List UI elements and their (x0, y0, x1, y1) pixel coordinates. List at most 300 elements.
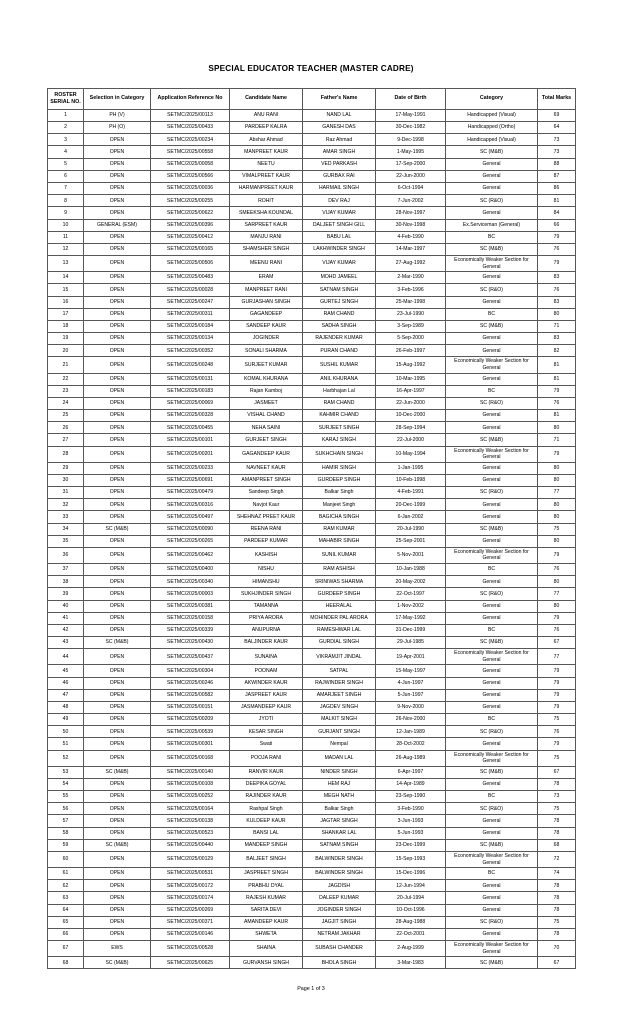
table-row (48, 219, 576, 231)
cell-date-of-birth: 17-May-1992 (376, 612, 446, 624)
cell-total-marks: 80 (538, 576, 576, 588)
cell-roster-serial-no: 4 (48, 146, 84, 158)
cell-roster-serial-no: 59 (48, 839, 84, 851)
table-row (48, 134, 576, 146)
cell-fathers-name: BALWINDER SINGH (303, 868, 376, 880)
cell-candidate-name: GAGANDEEP (230, 308, 303, 320)
cell-date-of-birth: 25-Sep-2001 (376, 535, 446, 547)
cell-candidate-name: AMANDEEP KAUR (230, 916, 303, 928)
cell-candidate-name: Rajan Kamboj (230, 385, 303, 397)
cell-roster-serial-no: 48 (48, 701, 84, 713)
cell-category: BC (446, 714, 538, 726)
cell-roster-serial-no: 57 (48, 815, 84, 827)
cell-date-of-birth: 23-Dec-1999 (376, 839, 446, 851)
cell-total-marks: 75 (538, 916, 576, 928)
cell-application-reference-no: SETMC/2025/00158 (151, 612, 230, 624)
cell-application-reference-no: SETMC/2025/00255 (151, 195, 230, 207)
table-row (48, 535, 576, 547)
cell-total-marks: 76 (538, 624, 576, 636)
cell-fathers-name: SUKHCHAIN SINGH (303, 446, 376, 462)
cell-fathers-name: MAHABIR SINGH (303, 535, 376, 547)
page-title: SPECIAL EDUCATOR TEACHER (MASTER CADRE) (208, 64, 414, 73)
cell-application-reference-no: SETMC/2025/00131 (151, 373, 230, 385)
cell-selection-in-category: OPEN (84, 868, 151, 880)
cell-roster-serial-no: 38 (48, 576, 84, 588)
cell-application-reference-no: SETMC/2025/00058 (151, 158, 230, 170)
cell-selection-in-category: OPEN (84, 308, 151, 320)
cell-application-reference-no: SETMC/2025/00146 (151, 928, 230, 940)
cell-total-marks: 80 (538, 308, 576, 320)
cell-fathers-name: GURDEEP SINGH (303, 588, 376, 600)
cell-date-of-birth: 28-Aug-1988 (376, 916, 446, 928)
table-row (48, 880, 576, 892)
cell-candidate-name: SURJEET KUMAR (230, 357, 303, 373)
table-row (48, 564, 576, 576)
cell-fathers-name: Balkar Singh (303, 803, 376, 815)
cell-category: General (446, 373, 538, 385)
cell-roster-serial-no: 20 (48, 345, 84, 357)
cell-fathers-name: RAJWINDER SINGH (303, 677, 376, 689)
cell-selection-in-category: OPEN (84, 422, 151, 434)
table-row (48, 284, 576, 296)
cell-date-of-birth: 29-Jul-1985 (376, 637, 446, 649)
cell-category: General (446, 474, 538, 486)
cell-application-reference-no: SETMC/2025/00209 (151, 714, 230, 726)
cell-roster-serial-no: 65 (48, 916, 84, 928)
cell-fathers-name: RAM ASHISH (303, 564, 376, 576)
cell-selection-in-category: OPEN (84, 852, 151, 868)
cell-application-reference-no: SETMC/2025/00412 (151, 231, 230, 243)
cell-roster-serial-no: 1 (48, 109, 84, 121)
cell-application-reference-no: SETMC/2025/00140 (151, 766, 230, 778)
cell-category: General (446, 778, 538, 790)
table-row (48, 231, 576, 243)
cell-roster-serial-no: 46 (48, 677, 84, 689)
cell-roster-serial-no: 52 (48, 750, 84, 766)
cell-candidate-name: BALJEET SINGH (230, 852, 303, 868)
table-row (48, 422, 576, 434)
table-row (48, 576, 576, 588)
table-row (48, 892, 576, 904)
cell-date-of-birth: 2-Aug-1999 (376, 941, 446, 957)
cell-total-marks: 64 (538, 122, 576, 134)
cell-roster-serial-no: 54 (48, 778, 84, 790)
cell-date-of-birth: 25-Mar-1998 (376, 296, 446, 308)
table-row (48, 333, 576, 345)
cell-total-marks: 81 (538, 195, 576, 207)
cell-selection-in-category: PH (O) (84, 122, 151, 134)
cell-application-reference-no: SETMC/2025/00165 (151, 243, 230, 255)
cell-fathers-name: JAGTAR SINGH (303, 815, 376, 827)
cell-date-of-birth: 2-Mar-1990 (376, 272, 446, 284)
cell-selection-in-category: OPEN (84, 612, 151, 624)
cell-roster-serial-no: 58 (48, 827, 84, 839)
cell-roster-serial-no: 35 (48, 535, 84, 547)
table-row (48, 146, 576, 158)
cell-fathers-name: GURDIAL SINGH (303, 637, 376, 649)
cell-application-reference-no: SETMC/2025/00440 (151, 839, 230, 851)
cell-candidate-name: HARMANPREET KAUR (230, 183, 303, 195)
cell-fathers-name: HEM RAJ (303, 778, 376, 790)
table-header (48, 89, 576, 110)
cell-roster-serial-no: 34 (48, 523, 84, 535)
cell-category: Economically Weaker Section for General (446, 547, 538, 563)
cell-category: SC (R&O) (446, 726, 538, 738)
cell-category: SC (R&O) (446, 916, 538, 928)
cell-candidate-name: SHWETA (230, 928, 303, 940)
column-header-total-marks: Total Marks (538, 89, 576, 110)
cell-total-marks: 79 (538, 385, 576, 397)
cell-fathers-name: JOGINDER SINGH (303, 904, 376, 916)
cell-fathers-name: SUNIL KUMAR (303, 547, 376, 563)
cell-fathers-name: Harbhajan Lal (303, 385, 376, 397)
cell-fathers-name: HAMIR SINGH (303, 462, 376, 474)
cell-selection-in-category: OPEN (84, 434, 151, 446)
cell-total-marks: 67 (538, 766, 576, 778)
cell-total-marks: 66 (538, 219, 576, 231)
table-row (48, 612, 576, 624)
cell-date-of-birth: 26-Aug-1989 (376, 750, 446, 766)
cell-category: SC (M&B) (446, 766, 538, 778)
cell-roster-serial-no: 51 (48, 738, 84, 750)
table-row (48, 928, 576, 940)
cell-roster-serial-no: 27 (48, 434, 84, 446)
cell-candidate-name: PRABHU DYAL (230, 880, 303, 892)
cell-fathers-name: KAHMIR CHAND (303, 410, 376, 422)
cell-roster-serial-no: 64 (48, 904, 84, 916)
cell-fathers-name: SHANKAR LAL (303, 827, 376, 839)
cell-candidate-name: Swati (230, 738, 303, 750)
table-row (48, 158, 576, 170)
cell-application-reference-no: SETMC/2025/00433 (151, 122, 230, 134)
cell-selection-in-category: SC (M&B) (84, 766, 151, 778)
table-row (48, 320, 576, 332)
cell-fathers-name: GURTEJ SINGH (303, 296, 376, 308)
cell-fathers-name: SURJEET SINGH (303, 422, 376, 434)
cell-date-of-birth: 10-Dec-2000 (376, 410, 446, 422)
cell-total-marks: 81 (538, 373, 576, 385)
cell-date-of-birth: 10-Jan-1988 (376, 564, 446, 576)
cell-date-of-birth: 1-Jan-1995 (376, 462, 446, 474)
cell-date-of-birth: 5-Jun-1997 (376, 689, 446, 701)
table-row (48, 446, 576, 462)
cell-roster-serial-no: 53 (48, 766, 84, 778)
cell-total-marks: 69 (538, 109, 576, 121)
cell-application-reference-no: SETMC/2025/00069 (151, 397, 230, 409)
cell-total-marks: 80 (538, 474, 576, 486)
cell-date-of-birth: 5-Nov-2001 (376, 547, 446, 563)
column-header-selection-in-category: Selection in Category (84, 89, 151, 110)
cell-fathers-name: GURDEEP SINGH (303, 474, 376, 486)
cell-roster-serial-no: 3 (48, 134, 84, 146)
cell-fathers-name: SADHA SINGH (303, 320, 376, 332)
cell-total-marks: 80 (538, 535, 576, 547)
cell-fathers-name: Balkar Singh (303, 487, 376, 499)
cell-candidate-name: SONALI SHARMA (230, 345, 303, 357)
cell-fathers-name: AMARJEET SINGH (303, 689, 376, 701)
cell-selection-in-category: OPEN (84, 296, 151, 308)
cell-date-of-birth: 15-Sep-1993 (376, 852, 446, 868)
table-row (48, 600, 576, 612)
cell-selection-in-category: OPEN (84, 904, 151, 916)
cell-fathers-name: MOHD JAMEEL (303, 272, 376, 284)
cell-fathers-name: RAM CHAND (303, 308, 376, 320)
cell-category: General (446, 422, 538, 434)
cell-category: General (446, 600, 538, 612)
cell-roster-serial-no: 44 (48, 649, 84, 665)
cell-date-of-birth: 7-Jun-2002 (376, 195, 446, 207)
cell-date-of-birth: 23-Sep-1990 (376, 791, 446, 803)
cell-selection-in-category: OPEN (84, 446, 151, 462)
cell-candidate-name: VIMALPREET KAUR (230, 170, 303, 182)
cell-fathers-name: BALWINDER SINGH (303, 852, 376, 868)
cell-category: SC (M&B) (446, 637, 538, 649)
cell-selection-in-category: OPEN (84, 397, 151, 409)
table-row (48, 256, 576, 272)
cell-roster-serial-no: 15 (48, 284, 84, 296)
cell-fathers-name: GURBAX RAI (303, 170, 376, 182)
cell-candidate-name: AKWINDER KAUR (230, 677, 303, 689)
cell-category: BC (446, 564, 538, 576)
cell-application-reference-no: SETMC/2025/00311 (151, 308, 230, 320)
cell-application-reference-no: SETMC/2025/00301 (151, 738, 230, 750)
cell-total-marks: 76 (538, 397, 576, 409)
cell-application-reference-no: SETMC/2025/00108 (151, 778, 230, 790)
cell-selection-in-category: OPEN (84, 272, 151, 284)
cell-date-of-birth: 20-May-2002 (376, 576, 446, 588)
cell-roster-serial-no: 56 (48, 803, 84, 815)
cell-date-of-birth: 5-Jun-1993 (376, 827, 446, 839)
cell-category: General (446, 272, 538, 284)
cell-total-marks: 76 (538, 564, 576, 576)
cell-roster-serial-no: 14 (48, 272, 84, 284)
cell-roster-serial-no: 42 (48, 624, 84, 636)
cell-selection-in-category: OPEN (84, 256, 151, 272)
cell-application-reference-no: SETMC/2025/00246 (151, 677, 230, 689)
cell-application-reference-no: SETMC/2025/00528 (151, 941, 230, 957)
cell-selection-in-category: OPEN (84, 649, 151, 665)
cell-date-of-birth: 10-Feb-1998 (376, 474, 446, 486)
cell-category: General (446, 665, 538, 677)
table-row (48, 474, 576, 486)
cell-date-of-birth: 12-Jun-1994 (376, 880, 446, 892)
cell-roster-serial-no: 67 (48, 941, 84, 957)
cell-category: General (446, 296, 538, 308)
cell-application-reference-no: SETMC/2025/00483 (151, 272, 230, 284)
cell-category: General (446, 904, 538, 916)
cell-selection-in-category: PH (V) (84, 109, 151, 121)
cell-candidate-name: ANUPURNA (230, 624, 303, 636)
cell-fathers-name: BABU LAL (303, 231, 376, 243)
cell-date-of-birth: 10-May-1994 (376, 446, 446, 462)
cell-candidate-name: MANDEEP SINGH (230, 839, 303, 851)
cell-total-marks: 78 (538, 815, 576, 827)
cell-application-reference-no: SETMC/2025/00622 (151, 207, 230, 219)
cell-date-of-birth: 12-Jan-1989 (376, 726, 446, 738)
cell-roster-serial-no: 11 (48, 231, 84, 243)
cell-application-reference-no: SETMC/2025/00523 (151, 827, 230, 839)
cell-roster-serial-no: 62 (48, 880, 84, 892)
cell-date-of-birth: 9-Nov-2000 (376, 701, 446, 713)
cell-date-of-birth: 23-Jul-1990 (376, 308, 446, 320)
cell-selection-in-category: OPEN (84, 547, 151, 563)
cell-category: SC (R&O) (446, 195, 538, 207)
cell-application-reference-no: SETMC/2025/00248 (151, 357, 230, 373)
cell-date-of-birth: 26-Feb-1997 (376, 345, 446, 357)
cell-fathers-name: RAMESHWAR LAL (303, 624, 376, 636)
table-row (48, 272, 576, 284)
cell-fathers-name: MADAN LAL (303, 750, 376, 766)
cell-candidate-name: JASMEET (230, 397, 303, 409)
cell-fathers-name: SATNAM SINGH (303, 839, 376, 851)
cell-category: General (446, 576, 538, 588)
cell-category: General (446, 892, 538, 904)
cell-candidate-name: SHAINA (230, 941, 303, 957)
cell-date-of-birth: 30-Dec-1982 (376, 122, 446, 134)
cell-category: Ex.Serviceman (General) (446, 219, 538, 231)
table-row (48, 766, 576, 778)
cell-category: Economically Weaker Section for General (446, 941, 538, 957)
cell-category: SC (M&B) (446, 243, 538, 255)
cell-date-of-birth: 20-Dec-1999 (376, 499, 446, 511)
cell-roster-serial-no: 16 (48, 296, 84, 308)
cell-roster-serial-no: 33 (48, 511, 84, 523)
cell-application-reference-no: SETMC/2025/00566 (151, 170, 230, 182)
cell-total-marks: 73 (538, 134, 576, 146)
cell-candidate-name: PARDEEP KUMAR (230, 535, 303, 547)
cell-category: General (446, 207, 538, 219)
cell-total-marks: 67 (538, 637, 576, 649)
cell-total-marks: 75 (538, 714, 576, 726)
cell-category: General (446, 511, 538, 523)
cell-fathers-name: VIKRAMJIT JINDAL (303, 649, 376, 665)
cell-total-marks: 67 (538, 957, 576, 969)
cell-total-marks: 83 (538, 296, 576, 308)
cell-selection-in-category: OPEN (84, 284, 151, 296)
cell-selection-in-category: OPEN (84, 677, 151, 689)
cell-candidate-name: GAGANDEEP KAUR (230, 446, 303, 462)
cell-date-of-birth: 17-Sep-2000 (376, 158, 446, 170)
cell-total-marks: 76 (538, 243, 576, 255)
cell-fathers-name: BAGICHA SINGH (303, 511, 376, 523)
cell-selection-in-category: OPEN (84, 880, 151, 892)
cell-candidate-name: PRIYA ARORA (230, 612, 303, 624)
cell-application-reference-no: SETMC/2025/00164 (151, 803, 230, 815)
cell-total-marks: 71 (538, 434, 576, 446)
cell-application-reference-no: SETMC/2025/00437 (151, 649, 230, 665)
cell-category: Economically Weaker Section for General (446, 750, 538, 766)
cell-selection-in-category: OPEN (84, 778, 151, 790)
cell-total-marks: 72 (538, 852, 576, 868)
cell-selection-in-category: OPEN (84, 726, 151, 738)
cell-application-reference-no: SETMC/2025/00316 (151, 499, 230, 511)
cell-application-reference-no: SETMC/2025/00558 (151, 146, 230, 158)
cell-date-of-birth: 1-Nov-2002 (376, 600, 446, 612)
cell-roster-serial-no: 55 (48, 791, 84, 803)
cell-selection-in-category: OPEN (84, 243, 151, 255)
cell-total-marks: 79 (538, 738, 576, 750)
cell-roster-serial-no: 24 (48, 397, 84, 409)
cell-selection-in-category: OPEN (84, 158, 151, 170)
cell-date-of-birth: 22-Oct-1997 (376, 588, 446, 600)
cell-selection-in-category: OPEN (84, 207, 151, 219)
roster-table (47, 88, 576, 969)
cell-category: SC (M&B) (446, 957, 538, 969)
cell-category: General (446, 827, 538, 839)
cell-date-of-birth: 9-Dec-1998 (376, 134, 446, 146)
cell-date-of-birth: 3-Feb-1996 (376, 284, 446, 296)
table-row (48, 637, 576, 649)
cell-category: General (446, 535, 538, 547)
cell-category: General (446, 880, 538, 892)
cell-category: Economically Weaker Section for General (446, 256, 538, 272)
cell-total-marks: 71 (538, 320, 576, 332)
cell-selection-in-category: OPEN (84, 511, 151, 523)
table-row (48, 170, 576, 182)
cell-date-of-birth: 22-Jun-2000 (376, 170, 446, 182)
cell-candidate-name: ANU RANI (230, 109, 303, 121)
cell-fathers-name: SUBASH CHANDER (303, 941, 376, 957)
cell-fathers-name: NAND LAL (303, 109, 376, 121)
cell-fathers-name: JAGJIT SINGH (303, 916, 376, 928)
cell-total-marks: 83 (538, 272, 576, 284)
table-row (48, 243, 576, 255)
table-row (48, 296, 576, 308)
cell-selection-in-category: OPEN (84, 474, 151, 486)
cell-date-of-birth: 30-Nov-1998 (376, 219, 446, 231)
cell-selection-in-category: OPEN (84, 410, 151, 422)
cell-application-reference-no: SETMC/2025/00691 (151, 474, 230, 486)
cell-candidate-name: Sandeep Singh (230, 487, 303, 499)
cell-category: SC (R&O) (446, 588, 538, 600)
cell-total-marks: 73 (538, 791, 576, 803)
table-row (48, 957, 576, 969)
cell-category: General (446, 170, 538, 182)
cell-selection-in-category: OPEN (84, 170, 151, 182)
cell-category: BC (446, 308, 538, 320)
cell-selection-in-category: OPEN (84, 195, 151, 207)
cell-selection-in-category: OPEN (84, 134, 151, 146)
cell-roster-serial-no: 28 (48, 446, 84, 462)
page-footer: Page 1 of 3 (297, 986, 325, 992)
cell-total-marks: 78 (538, 904, 576, 916)
table-row (48, 207, 576, 219)
table-row (48, 373, 576, 385)
cell-total-marks: 79 (538, 701, 576, 713)
table-row (48, 852, 576, 868)
cell-roster-serial-no: 6 (48, 170, 84, 182)
cell-roster-serial-no: 10 (48, 219, 84, 231)
cell-selection-in-category: OPEN (84, 624, 151, 636)
cell-roster-serial-no: 50 (48, 726, 84, 738)
cell-selection-in-category: OPEN (84, 487, 151, 499)
cell-total-marks: 84 (538, 207, 576, 219)
cell-total-marks: 79 (538, 665, 576, 677)
cell-application-reference-no: SETMC/2025/00339 (151, 624, 230, 636)
cell-application-reference-no: SETMC/2025/00138 (151, 815, 230, 827)
cell-date-of-birth: 20-Jul-1990 (376, 523, 446, 535)
cell-candidate-name: Rashpal Singh (230, 803, 303, 815)
cell-date-of-birth: 1-May-1995 (376, 146, 446, 158)
cell-date-of-birth: 19-Apr-2001 (376, 649, 446, 665)
cell-fathers-name: HARMAIL SINGH (303, 183, 376, 195)
cell-date-of-birth: 3-Mar-1983 (376, 957, 446, 969)
cell-date-of-birth: 28-Oct-2002 (376, 738, 446, 750)
table-row (48, 778, 576, 790)
cell-roster-serial-no: 60 (48, 852, 84, 868)
cell-fathers-name: Manjeet Singh (303, 499, 376, 511)
cell-total-marks: 76 (538, 284, 576, 296)
